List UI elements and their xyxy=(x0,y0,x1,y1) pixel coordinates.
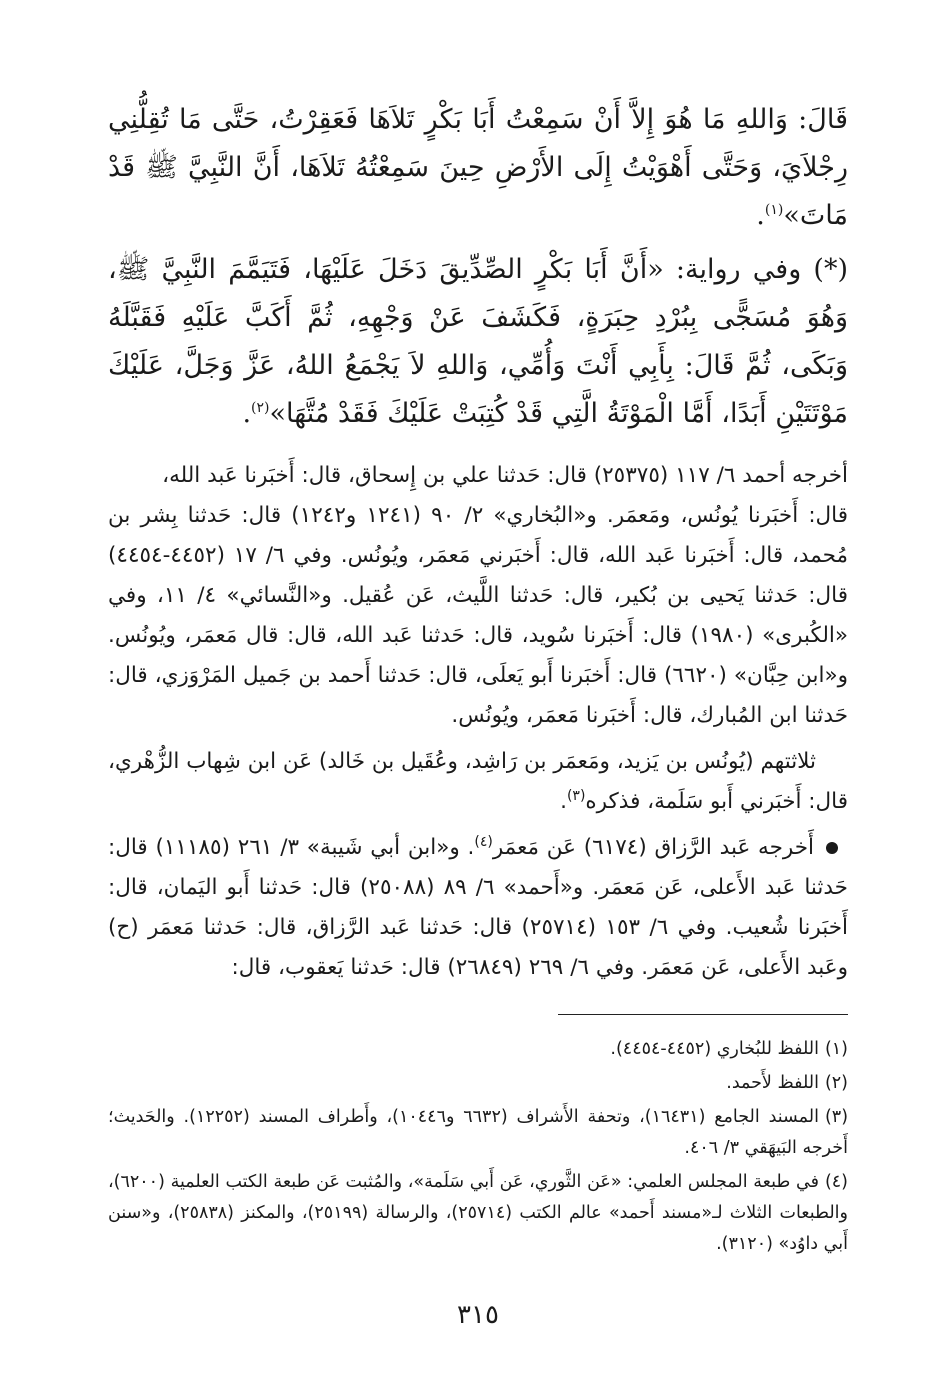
book-page xyxy=(108,96,848,1384)
footnote-number: (٢) xyxy=(824,1073,848,1093)
hadith-end-1: . xyxy=(756,200,765,231)
footnote-4 xyxy=(108,1167,848,1260)
hadith-text-2: (*) وفي رواية: «أَنَّ أَبَا بَكْرٍ الصِّدِّيقَ دَخَلَ عَلَيْهَا، فَتَيَمَّمَ النَّبِيَّ ﷺ، وَهُوَ مُسَجًّى بِبُرْدِ حِبَرَةٍ، فَكَشَفَ عَنْ وَجْهِهِ، ثُمَّ أَكَبَّ عَلَيْهِ فَقَبَّلَهُ وَبَكَى، ثُمَّ قَالَ: بِأَبِي أَنْتَ وَأُمِّي، وَاللهِ لاَ يَجْمَعُ اللهُ، عَزَّ وَجَلَّ، عَلَيْكَ مَوْتَتَيْنِ أَبَدًا، أَمَّا الْمَوْتَةُ الَّتِي قَدْ كُتِبَتْ عَلَيْكَ فَقَدْ مُتَّهَا» xyxy=(108,254,848,429)
footnote-3 xyxy=(108,1102,848,1164)
takhrij-paragraph-3 xyxy=(108,742,848,822)
takhrij-text-2: قال: أَخبَرنا يُونُس، ومَعمَر. و«البُخاري» ٢/ ٩٠ (١٢٤١ و١٢٤٢) قال: حَدثنا بِشر بن مُحمد، قال: أَخبَرنا عَبد الله، قال: أَخبَرني مَعمَر، ويُونُس. وفي ٦/ ١٧ (٤٤٥٢-٤٤٥٤) قال: حَدثنا يَحيى بن بُكير، قال: حَدثنا اللَّيث، عَن عُقيل. و«النَّسائي» ٤/ ١١، وفي «الكُبرى» (١٩٨٠) قال: أَخبَرنا سُويد، قال: حَدثنا عَبد الله، قال: قال مَعمَر، ويُونُس. و«ابن حِبَّان» (٦٦٢٠) قال: أَخبَرنا أَبو يَعلَى، قال: حَدثنا أَحمد بن جَميل المَرْوَزي، قال: حَدثنا ابن المُبارك، قال: أَخبَرنا مَعمَر، ويُونُس. xyxy=(108,503,849,728)
footnote-ref-4[interactable]: (٤) xyxy=(474,833,493,850)
hadith-paragraph-2 xyxy=(108,246,848,438)
takhrij-text-4a: أَخرجه عَبد الرَّزاق (٦١٧٤) عَن مَعمَر xyxy=(492,835,814,860)
footnote-ref-1[interactable]: (١) xyxy=(764,202,784,218)
footnote-divider xyxy=(558,1014,848,1015)
footnote-ref-3[interactable]: (٣) xyxy=(566,787,586,804)
footnote-number: (٤) xyxy=(824,1172,848,1192)
footnote-text: اللفظ للبُخاري (٤٤٥٢-٤٤٥٤). xyxy=(610,1039,819,1059)
page-number: ٣١٥ xyxy=(457,1300,499,1330)
footnote-text: اللفظ لأَحمد. xyxy=(726,1073,819,1093)
takhrij-text-4b: . و«ابن أبي شَيبة» ٣/ ٢٦١ (١١١٨٥) قال: حَدثنا عَبد الأَعلى، عَن مَعمَر. و«أَحمد» ٦/ ٨٩ (٢٥٠٨٨) قال: حَدثنا أَبو اليَمان، قال: أَخبَرنا شُعيب. وفي ٦/ ١٥٣ (٢٥٧١٤) قال: حَدثنا عَبد الرَّزاق، قال: حَدثنا مَعمَر (ح) وعَبد الأَعلى، عَن مَعمَر. وفي ٦/ ٢٦٩ (٢٦٨٤٩) قال: حَدثنا يَعقوب، قال: xyxy=(108,835,848,980)
bullet-icon xyxy=(826,842,838,854)
takhrij-text-3: ثلاثتهم (يُونُس بن يَزيد، ومَعمَر بن رَاشِد، وعُقَيل بن خَالد) عَن ابن شِهاب الزُّهْري، قال: أَخبَرني أَبو سَلَمة، فذكره xyxy=(108,749,848,814)
takhrij-text-1: أخرجه أحمد ٦/ ١١٧ (٢٥٣٧٥) قال: حَدثنا علي بن إِسحاق، قال: أَخبَرنا عَبد الله، xyxy=(162,463,848,488)
footnote-number: (٣) xyxy=(824,1107,849,1127)
takhrij-end-3: . xyxy=(560,789,567,814)
footnote-ref-2[interactable]: (٢) xyxy=(251,400,270,416)
hadith-text-1: قَالَ: وَاللهِ مَا هُوَ إِلاَّ أَنْ سَمِعْتُ أَبَا بَكْرٍ تَلاَهَا فَعَقِرْتُ، حَتَّى مَا تُقِلُّنِي رِجْلاَيَ، وَحَتَّى أَهْوَيْتُ إِلَى الأَرْضِ حِينَ سَمِعْتُهُ تَلاَهَا، أَنَّ النَّبِيَّ ﷺ قَدْ مَاتَ» xyxy=(108,104,848,231)
footnotes xyxy=(108,1034,848,1263)
hadith-end-2: . xyxy=(242,398,252,429)
takhrij-paragraph-1 xyxy=(108,456,848,496)
footnote-1 xyxy=(108,1034,848,1065)
takhrij-paragraph-4 xyxy=(108,828,848,988)
hadith-paragraph-1 xyxy=(108,96,848,240)
footnote-text: في طبعة المجلس العلمي: «عَن الثَّوري، عَن أَبي سَلَمة»، والمُثبت عَن طبعة الكتب العلمية (٦٢٠٠)، والطبعات الثلاث لـ«مسند أَحمد» عالم الكتب (٢٥٧١٤)، والرسالة (٢٥١٩٩)، والمكنز (٢٥٨٣٨)، و«سنن أَبي داوُد» (٣١٢٠). xyxy=(108,1172,848,1254)
footnote-number: (١) xyxy=(824,1039,848,1059)
footnote-text: المسند الجامع (١٦٤٣١)، وتحفة الأَشراف (٦٦٣٢ و١٠٤٤٦)، وأَطراف المسند (١٢٢٥٢). والحَديث؛ أَخرجه البَيهَقي ٣/ ٤٠٦. xyxy=(108,1107,848,1158)
footnote-2 xyxy=(108,1068,848,1099)
takhrij-paragraph-2 xyxy=(108,496,848,736)
